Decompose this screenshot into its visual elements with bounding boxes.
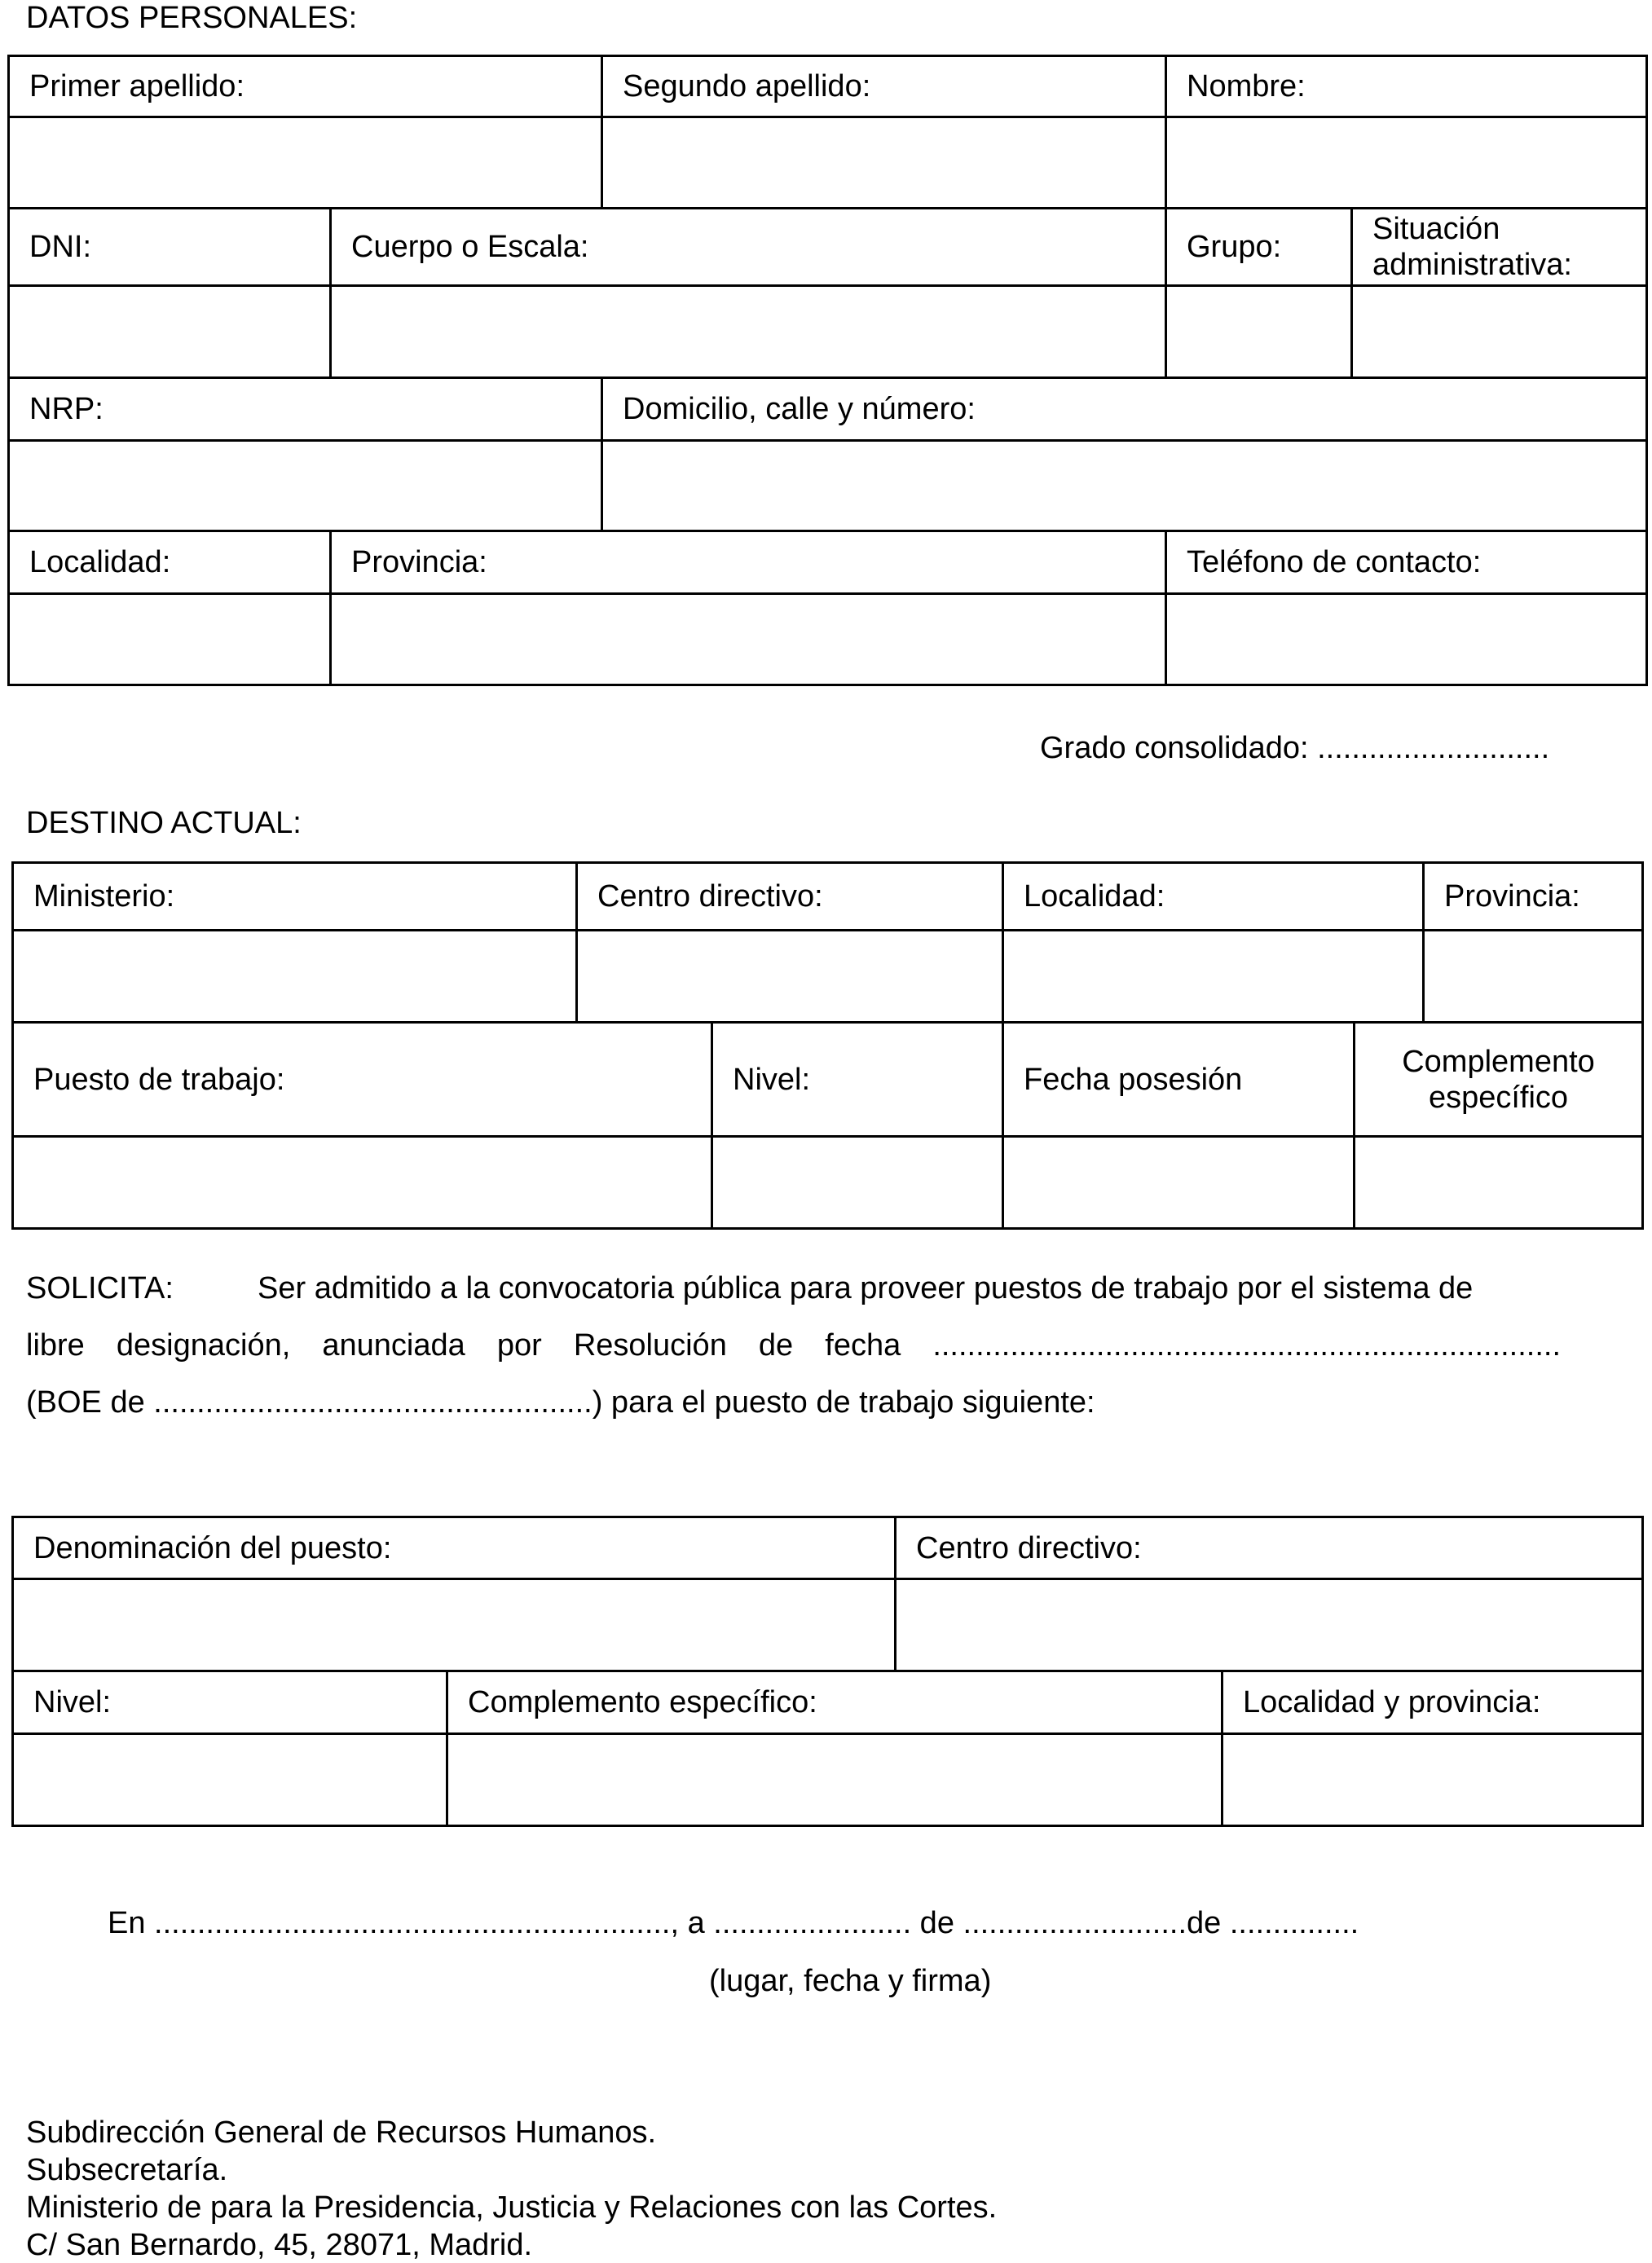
label-complemento-line1: Complemento: [1402, 1044, 1595, 1079]
field-localidad-destino[interactable]: [1003, 931, 1424, 1023]
footer-subdireccion: Subdirección General de Recursos Humanos.: [26, 2116, 657, 2150]
field-centro-directivo-solicitado[interactable]: [896, 1579, 1643, 1671]
field-localidad-provincia[interactable]: [1222, 1734, 1643, 1826]
label-denominacion-puesto: Denominación del puesto:: [13, 1517, 896, 1579]
label-provincia-destino: Provincia:: [1424, 863, 1643, 931]
label-telefono: Teléfono de contacto:: [1166, 531, 1647, 594]
label-centro-directivo-solicitado: Centro directivo:: [896, 1517, 1643, 1579]
label-localidad-provincia: Localidad y provincia:: [1222, 1671, 1643, 1734]
label-complemento-especifico: [1355, 1023, 1643, 1137]
solicita-line2-word: Resolución: [573, 1328, 727, 1363]
field-puesto-trabajo[interactable]: [13, 1137, 712, 1229]
field-centro-directivo[interactable]: [577, 931, 1003, 1023]
field-complemento-solicitado[interactable]: [447, 1734, 1222, 1826]
field-segundo-apellido[interactable]: [602, 117, 1166, 209]
label-cuerpo-escala-text: Cuerpo o Escala:: [351, 230, 589, 264]
label-complemento-line2: específico: [1428, 1080, 1569, 1115]
label-dni: DNI:: [9, 209, 331, 286]
requested-post-table-lower: [11, 1670, 1644, 1827]
label-primer-apellido: Primer apellido:: [9, 56, 602, 117]
label-situacion-line2: administrativa:: [1372, 248, 1572, 282]
label-cuerpo-escala: [331, 209, 1166, 286]
field-localidad[interactable]: [9, 594, 331, 685]
label-localidad: Localidad:: [9, 531, 331, 594]
solicita-line3: (BOE de ...................................................) para el puesto de trabajo siguiente:: [26, 1385, 1095, 1420]
label-nivel-destino: Nivel:: [712, 1023, 1003, 1137]
grado-consolidado: Grado consolidado: ...........................: [1040, 731, 1550, 765]
label-nivel-solicitado: Nivel:: [13, 1671, 447, 1734]
solicita-label: SOLICITA:: [26, 1271, 174, 1305]
label-segundo-apellido: Segundo apellido:: [602, 56, 1166, 117]
solicita-line2-word: de: [758, 1328, 794, 1363]
field-cuerpo-escala[interactable]: [331, 286, 1166, 378]
label-provincia: Provincia:: [331, 531, 1166, 594]
field-domicilio[interactable]: [602, 441, 1647, 531]
solicita-line1: Ser admitido a la convocatoria pública para proveer puestos de trabajo por el sistema de: [258, 1271, 1474, 1305]
personal-data-table: [7, 55, 1648, 379]
label-puesto-trabajo: Puesto de trabajo:: [13, 1023, 712, 1137]
current-post-table: [11, 861, 1644, 1024]
footer-ministerio: Ministerio de para la Presidencia, Justicia y Relaciones con las Cortes.: [26, 2190, 998, 2225]
footer-subsecretaria: Subsecretaría.: [26, 2153, 228, 2187]
field-denominacion-puesto[interactable]: [13, 1579, 896, 1671]
label-nrp: NRP:: [9, 378, 602, 441]
field-provincia-destino[interactable]: [1424, 931, 1643, 1023]
requested-post-table: [11, 1516, 1644, 1672]
field-nrp[interactable]: [9, 441, 602, 531]
solicita-line2-word: libre: [26, 1328, 85, 1363]
solicita-line2-word: por: [496, 1328, 542, 1363]
label-nombre: Nombre:: [1166, 56, 1647, 117]
field-grupo[interactable]: [1166, 286, 1352, 378]
solicita-line2-word: .........................................................................: [932, 1328, 1562, 1363]
solicita-line2-word: designación,: [116, 1328, 291, 1363]
field-ministerio[interactable]: [13, 931, 577, 1023]
label-centro-directivo: Centro directivo:: [577, 863, 1003, 931]
field-nivel-solicitado[interactable]: [13, 1734, 447, 1826]
current-post-table-lower: [11, 1021, 1644, 1230]
field-nombre[interactable]: [1166, 117, 1647, 209]
solicita-line2-word: anunciada: [322, 1328, 465, 1363]
field-fecha-posesion[interactable]: [1003, 1137, 1355, 1229]
signature-place-date-line: En ............................................................, a ....................... de ..........................de ...............: [108, 1906, 1359, 1940]
signature-caption: (lugar, fecha y firma): [709, 1964, 992, 1998]
field-nivel-destino[interactable]: [712, 1137, 1003, 1229]
field-dni[interactable]: [9, 286, 331, 378]
solicita-line2: [26, 1327, 1561, 1363]
field-telefono[interactable]: [1166, 594, 1647, 685]
label-grupo: Grupo:: [1166, 209, 1352, 286]
section-heading-datos-personales: DATOS PERSONALES:: [26, 1, 358, 35]
footer-address: C/ San Bernardo, 45, 28071, Madrid.: [26, 2228, 533, 2262]
label-localidad-destino: Localidad:: [1003, 863, 1424, 931]
field-situacion-administrativa[interactable]: [1352, 286, 1647, 378]
field-provincia[interactable]: [331, 594, 1166, 685]
label-domicilio: Domicilio, calle y número:: [602, 378, 1647, 441]
field-complemento-especifico[interactable]: [1355, 1137, 1643, 1229]
label-complemento-solicitado: Complemento específico:: [447, 1671, 1222, 1734]
label-fecha-posesion: Fecha posesión: [1003, 1023, 1355, 1137]
section-heading-destino-actual: DESTINO ACTUAL:: [26, 806, 302, 840]
field-primer-apellido[interactable]: [9, 117, 602, 209]
label-situacion-line1: Situación: [1372, 212, 1500, 246]
solicita-line2-word: fecha: [825, 1328, 901, 1363]
label-ministerio: Ministerio:: [13, 863, 577, 931]
label-situacion-administrativa: [1352, 209, 1647, 286]
personal-data-table-lower: [7, 376, 1648, 686]
